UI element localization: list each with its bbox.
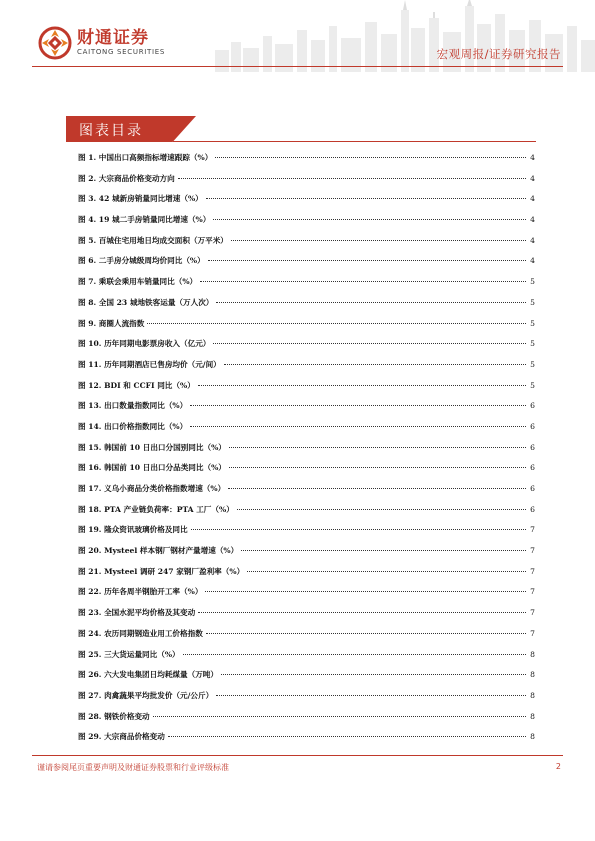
page-header [0,0,595,80]
toc-dot-leader [153,716,526,717]
toc-entry-page: 7 [530,608,535,618]
toc-entry-page: 8 [530,649,535,659]
header-divider [32,66,563,67]
toc-entry-page: 7 [530,525,535,535]
toc-dot-leader [147,323,526,324]
toc-dot-leader [228,488,526,489]
toc-entry-label: 图 14. 出口价格指数同比（%） [78,421,188,431]
section-heading [66,116,536,142]
toc-dot-leader [231,240,526,241]
toc-entry-label: 图 10. 历年同期电影票房收入（亿元） [78,339,211,349]
toc-dot-leader [208,260,526,261]
toc-dot-leader [224,364,526,365]
toc-entry-page: 4 [530,235,535,245]
toc-entry-label: 图 20. Mysteel 样本钢厂钢材产量增速（%） [78,546,239,556]
company-logo [38,26,165,60]
toc-entry-label: 图 18. PTA 产业链负荷率：PTA 工厂（%） [78,504,234,514]
logo-emblem-icon [38,26,72,60]
toc-entry[interactable] [78,607,535,628]
toc-entry-page: 4 [530,173,535,183]
toc-entry-label: 图 29. 大宗商品价格变动 [78,732,165,742]
toc-dot-leader [213,219,526,220]
toc-entry-label: 图 16. 韩国前 10 日出口分品类同比（%） [78,463,226,473]
toc-entry-label: 图 28. 钢铁价格变动 [78,711,150,721]
toc-entry[interactable] [78,483,535,504]
toc-entry[interactable] [78,690,535,711]
toc-entry[interactable] [78,669,535,690]
toc-entry-label: 图 9. 商圈人流指数 [78,318,145,328]
toc-entry[interactable] [78,255,535,276]
toc-entry[interactable] [78,214,535,235]
toc-dot-leader [241,550,526,551]
toc-entry[interactable] [78,462,535,483]
toc-entry[interactable] [78,504,535,525]
toc-entry-label: 图 24. 农历同期钢造业用工价格指数 [78,628,203,638]
toc-entry-label: 图 2. 大宗商品价格变动方向 [78,173,175,183]
toc-entry-page: 7 [530,566,535,576]
toc-dot-leader [178,178,526,179]
toc-dot-leader [198,385,526,386]
toc-entry-page: 8 [530,670,535,680]
toc-dot-leader [216,302,526,303]
toc-entry[interactable] [78,152,535,173]
toc-entry[interactable] [78,731,535,752]
toc-entry[interactable] [78,193,535,214]
toc-entry-page: 5 [530,277,535,287]
toc-entry-page: 4 [530,194,535,204]
toc-entry-page: 5 [530,297,535,307]
toc-entry-page: 5 [530,380,535,390]
toc-entry-label: 图 26. 六大发电集团日均耗煤量（万吨） [78,670,218,680]
toc-entry[interactable] [78,297,535,318]
toc-entry-label: 图 15. 韩国前 10 日出口分国别同比（%） [78,442,226,452]
toc-entry-label: 图 5. 百城住宅用地日均成交面积（万平米） [78,235,228,245]
toc-entry[interactable] [78,318,535,339]
footer-disclaimer: 谨请参阅尾页重要声明及财通证券股票和行业评级标准 [37,763,229,772]
toc-dot-leader [213,343,526,344]
toc-entry[interactable] [78,524,535,545]
toc-entry[interactable] [78,586,535,607]
toc-entry-page: 8 [530,711,535,721]
toc-entry-page: 4 [530,256,535,266]
toc-entry-label: 图 21. Mysteel 调研 247 家钢厂盈利率（%） [78,566,245,576]
toc-dot-leader [190,405,526,406]
toc-entry-label: 图 7. 乘联会乘用车销量同比（%） [78,277,198,287]
section-title: 图表目录 [79,123,143,139]
toc-entry-label: 图 11. 历年同期酒店已售房均价（元/间） [78,359,221,369]
report-type-label: 宏观周报/证券研究报告 [436,47,561,61]
toc-entry-label: 图 19. 隆众资讯玻璃价格及同比 [78,525,188,535]
page-number: 2 [555,762,561,771]
toc-dot-leader [237,509,526,510]
toc-dot-leader [206,198,526,199]
toc-dot-leader [200,281,526,282]
toc-entry-label: 图 4. 19 城二手房销量同比增速（%） [78,215,211,225]
toc-entry[interactable] [78,545,535,566]
toc-entry-label: 图 3. 42 城新房销量同比增速（%） [78,194,203,204]
figure-list [78,152,535,752]
toc-entry-page: 4 [530,215,535,225]
toc-dot-leader [215,157,526,158]
logo-chinese-name: 财通证券 [77,28,149,48]
toc-entry-label: 图 6. 二手房分城级周均价同比（%） [78,256,205,266]
toc-entry-page: 6 [530,421,535,431]
toc-dot-leader [183,654,526,655]
footer-divider [32,755,563,756]
toc-dot-leader [247,571,526,572]
toc-entry-label: 图 1. 中国出口高频指标增速跟踪（%） [78,153,213,162]
toc-dot-leader [205,591,526,592]
toc-entry-label: 图 8. 全国 23 城地铁客运量（万人次） [78,297,214,307]
toc-dot-leader [229,447,526,448]
toc-entry-page: 6 [530,463,535,473]
toc-entry-label: 图 17. 义乌小商品分类价格指数增速（%） [78,484,226,493]
toc-entry-page: 4 [530,153,535,162]
toc-entry-label: 图 22. 历年各周半钢胎开工率（%） [78,587,203,597]
toc-dot-leader [168,736,526,737]
toc-entry-page: 5 [530,339,535,349]
toc-dot-leader [216,695,526,696]
toc-entry[interactable] [78,276,535,297]
toc-entry-page: 7 [530,587,535,597]
toc-entry-page: 5 [530,359,535,369]
toc-entry-label: 图 12. BDI 和 CCFI 同比（%） [78,380,195,390]
toc-dot-leader [229,467,526,468]
toc-entry-page: 6 [530,484,535,493]
toc-entry[interactable] [78,400,535,421]
toc-entry-page: 5 [530,318,535,328]
toc-entry-page: 8 [530,732,535,742]
toc-entry[interactable] [78,649,535,670]
toc-entry-page: 7 [530,546,535,556]
toc-entry[interactable] [78,421,535,442]
toc-entry-label: 图 27. 肉禽蔬果平均批发价（元/公斤） [78,690,214,700]
toc-entry-page: 6 [530,401,535,411]
toc-dot-leader [198,612,526,613]
toc-entry[interactable] [78,566,535,587]
toc-dot-leader [191,529,526,530]
toc-entry[interactable] [78,235,535,256]
toc-entry-label: 图 23. 全国水泥平均价格及其变动 [78,608,196,618]
toc-entry-label: 图 25. 三大货运量同比（%） [78,649,180,659]
toc-entry[interactable] [78,380,535,401]
toc-entry-page: 6 [530,442,535,452]
toc-entry[interactable] [78,173,535,194]
logo-english-name: CAITONG SECURITIES [77,48,166,56]
toc-dot-leader [190,426,526,427]
toc-entry[interactable] [78,628,535,649]
toc-entry-page: 7 [530,628,535,638]
toc-entry-page: 8 [530,690,535,700]
section-underline [173,141,536,142]
toc-entry[interactable] [78,338,535,359]
toc-entry[interactable] [78,442,535,463]
toc-entry[interactable] [78,359,535,380]
toc-entry-label: 图 13. 出口数量指数同比（%） [78,401,188,411]
toc-dot-leader [206,633,526,634]
toc-dot-leader [221,674,526,675]
toc-entry[interactable] [78,711,535,732]
toc-entry-page: 6 [530,504,535,514]
